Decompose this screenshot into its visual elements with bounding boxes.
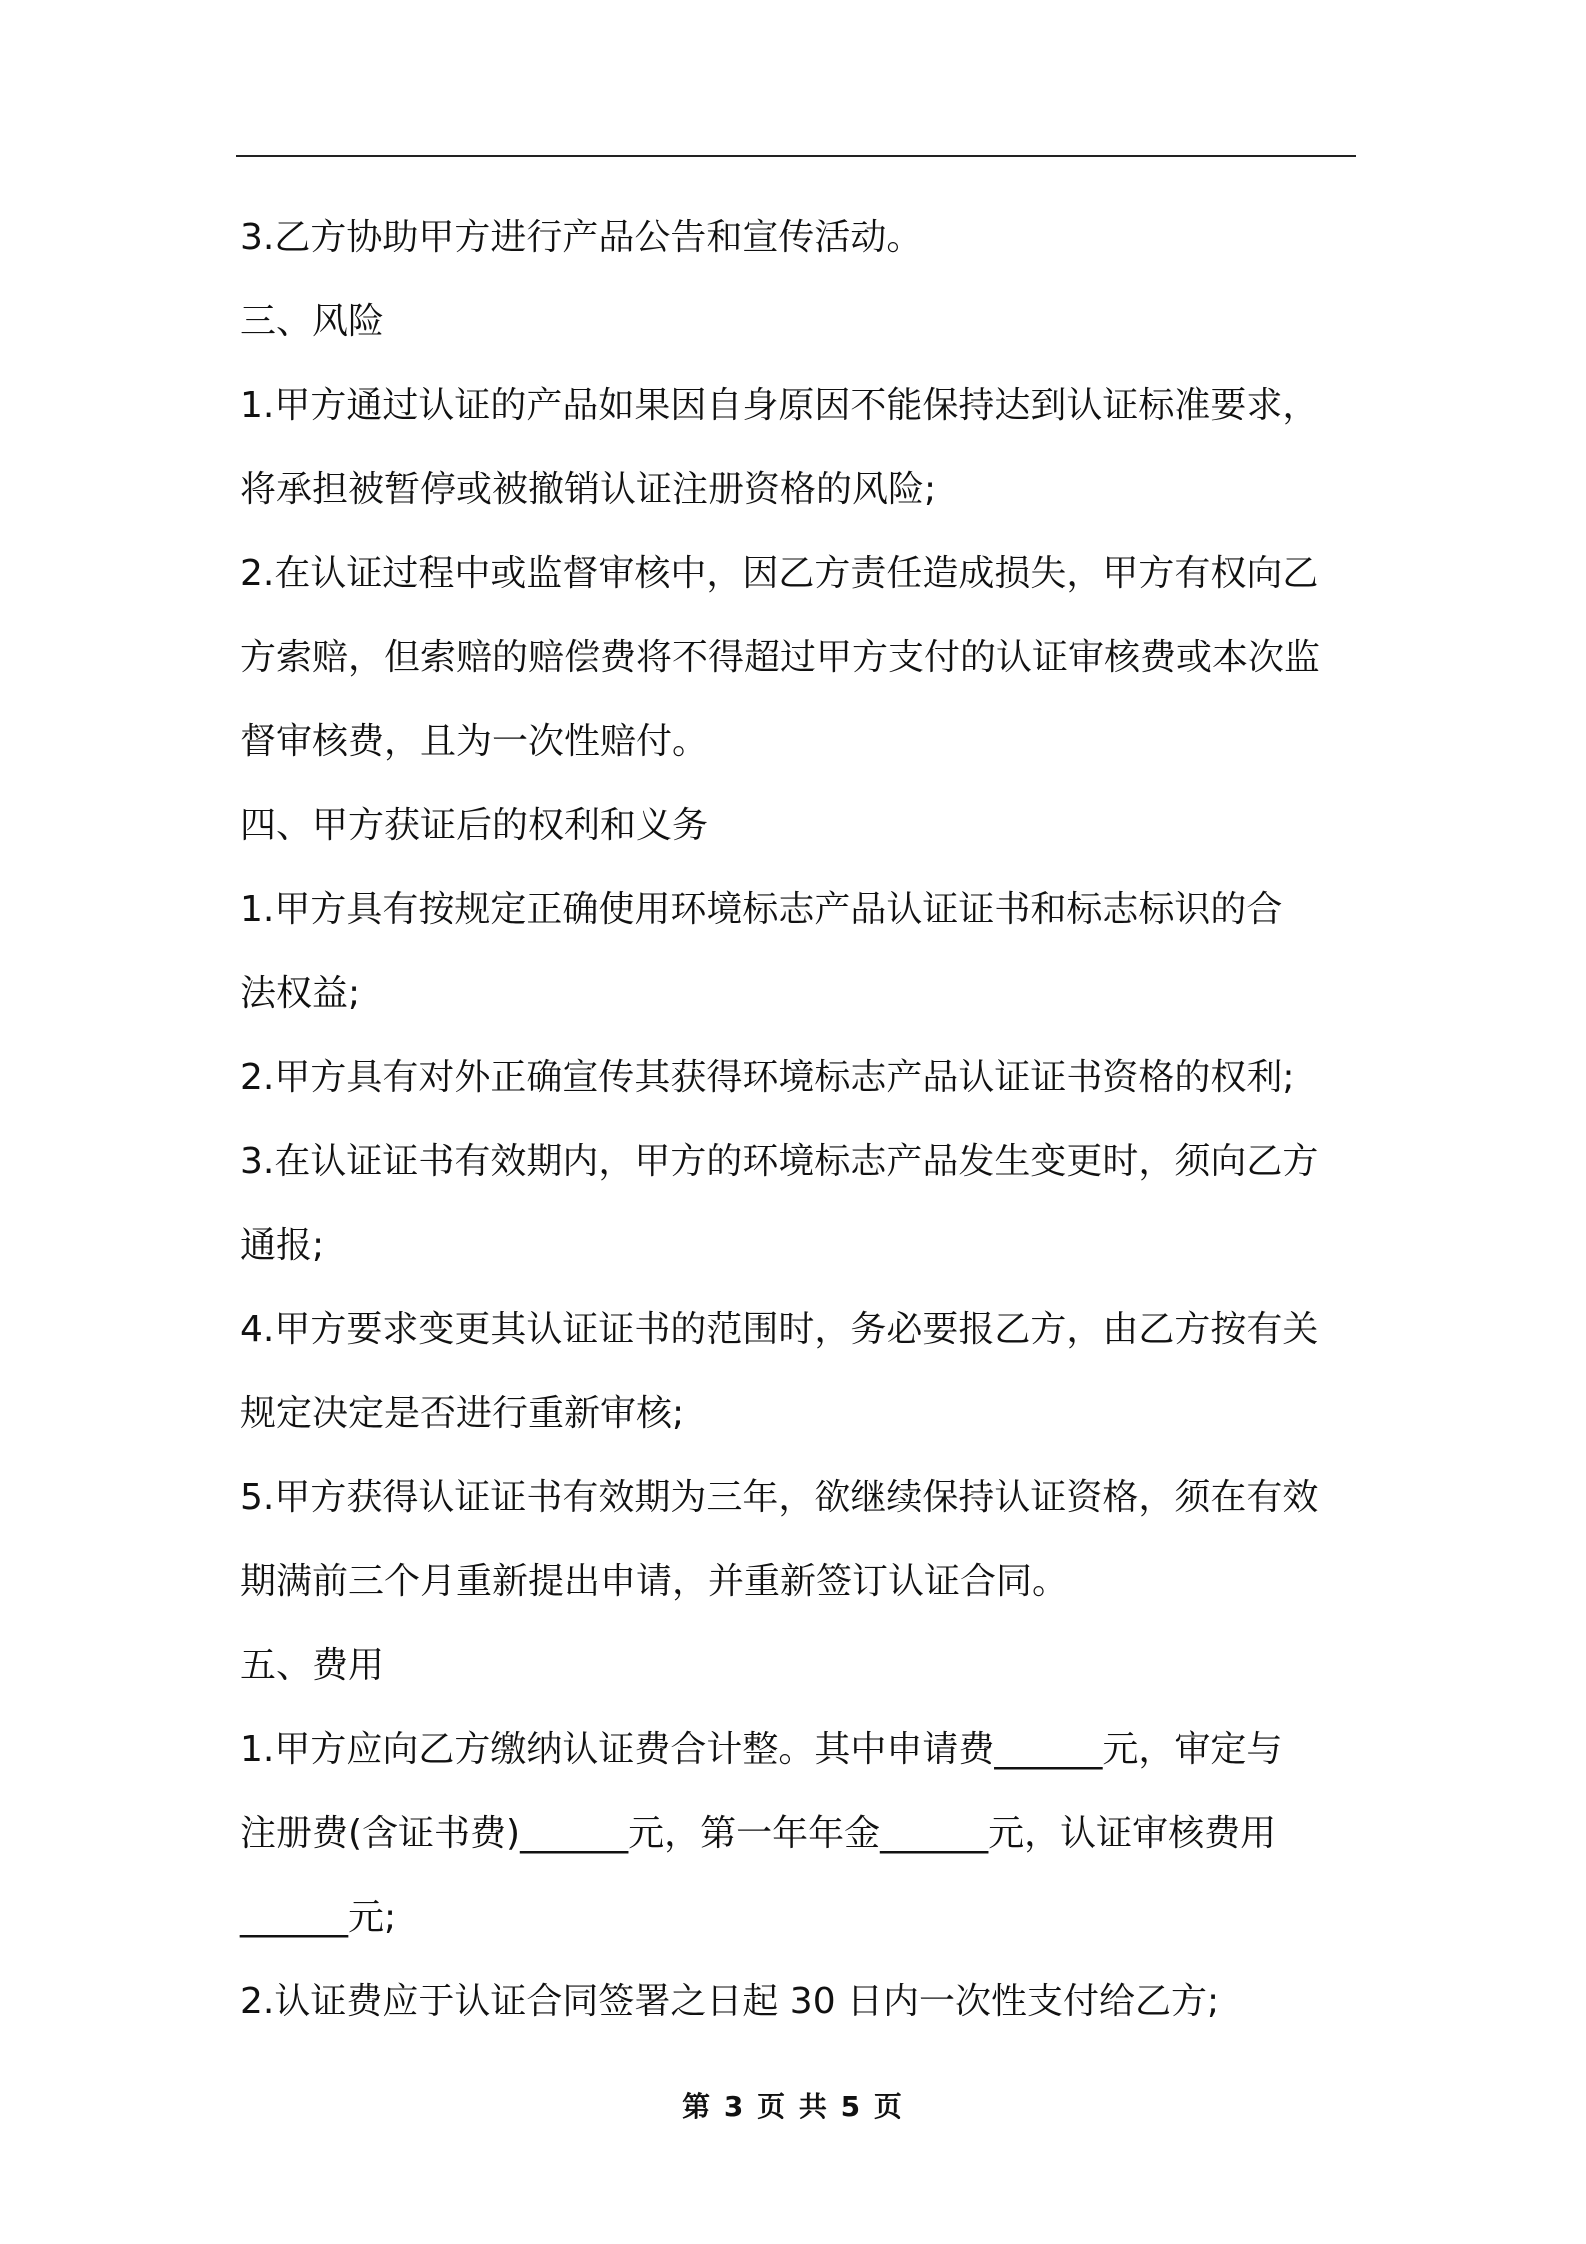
risk-item-2-line-2: 方索赔，但索赔的赔偿费将不得超过甲方支付的认证审核费或本次监 xyxy=(240,637,1321,678)
page-number-footer: 第 3 页 共 5 页 xyxy=(682,2090,904,2123)
risk-item-1-line-2: 将承担被暂停或被撤销认证注册资格的风险; xyxy=(240,469,937,510)
header-rule xyxy=(236,155,1356,157)
rights-item-2: 2.甲方具有对外正确宣传其获得环境标志产品认证证书资格的权利; xyxy=(240,1057,1295,1098)
rights-item-4-line-1: 4.甲方要求变更其认证证书的范围时，务必要报乙方，由乙方按有关 xyxy=(240,1309,1319,1350)
risk-item-2-line-3: 督审核费，且为一次性赔付。 xyxy=(240,721,709,762)
section-heading-risk: 三、风险 xyxy=(240,301,385,342)
section-heading-fees: 五、费用 xyxy=(240,1645,385,1686)
rights-item-3-line-2: 通报; xyxy=(240,1225,325,1266)
document-body xyxy=(240,196,1360,2044)
rights-item-1-line-2: 法权益; xyxy=(240,973,361,1014)
risk-item-1-line-1: 1.甲方通过认证的产品如果因自身原因不能保持达到认证标准要求， xyxy=(240,385,1319,426)
fees-item-2: 2.认证费应于认证合同签署之日起 30 日内一次性支付给乙方; xyxy=(240,1981,1220,2022)
fees-item-1-line-3: ______元; xyxy=(240,1897,397,1938)
fees-item-1-line-1: 1.甲方应向乙方缴纳认证费合计整。其中申请费______元，审定与 xyxy=(240,1729,1283,1770)
rights-item-1-line-1: 1.甲方具有按规定正确使用环境标志产品认证证书和标志标识的合 xyxy=(240,889,1283,930)
rights-item-5-line-2: 期满前三个月重新提出申请，并重新签订认证合同。 xyxy=(240,1561,1069,1602)
section-heading-rights: 四、甲方获证后的权利和义务 xyxy=(240,805,709,846)
risk-item-2-line-1: 2.在认证过程中或监督审核中，因乙方责任造成损失，甲方有权向乙 xyxy=(240,553,1319,594)
rights-item-3-line-1: 3.在认证证书有效期内，甲方的环境标志产品发生变更时，须向乙方 xyxy=(240,1141,1319,1182)
rights-item-4-line-2: 规定决定是否进行重新审核; xyxy=(240,1393,685,1434)
line-3-publicity: 3.乙方协助甲方进行产品公告和宣传活动。 xyxy=(240,217,923,258)
rights-item-5-line-1: 5.甲方获得认证证书有效期为三年，欲继续保持认证资格，须在有效 xyxy=(240,1477,1319,1518)
fees-item-1-line-2: 注册费(含证书费)______元，第一年年金______元，认证审核费用 xyxy=(240,1813,1277,1854)
